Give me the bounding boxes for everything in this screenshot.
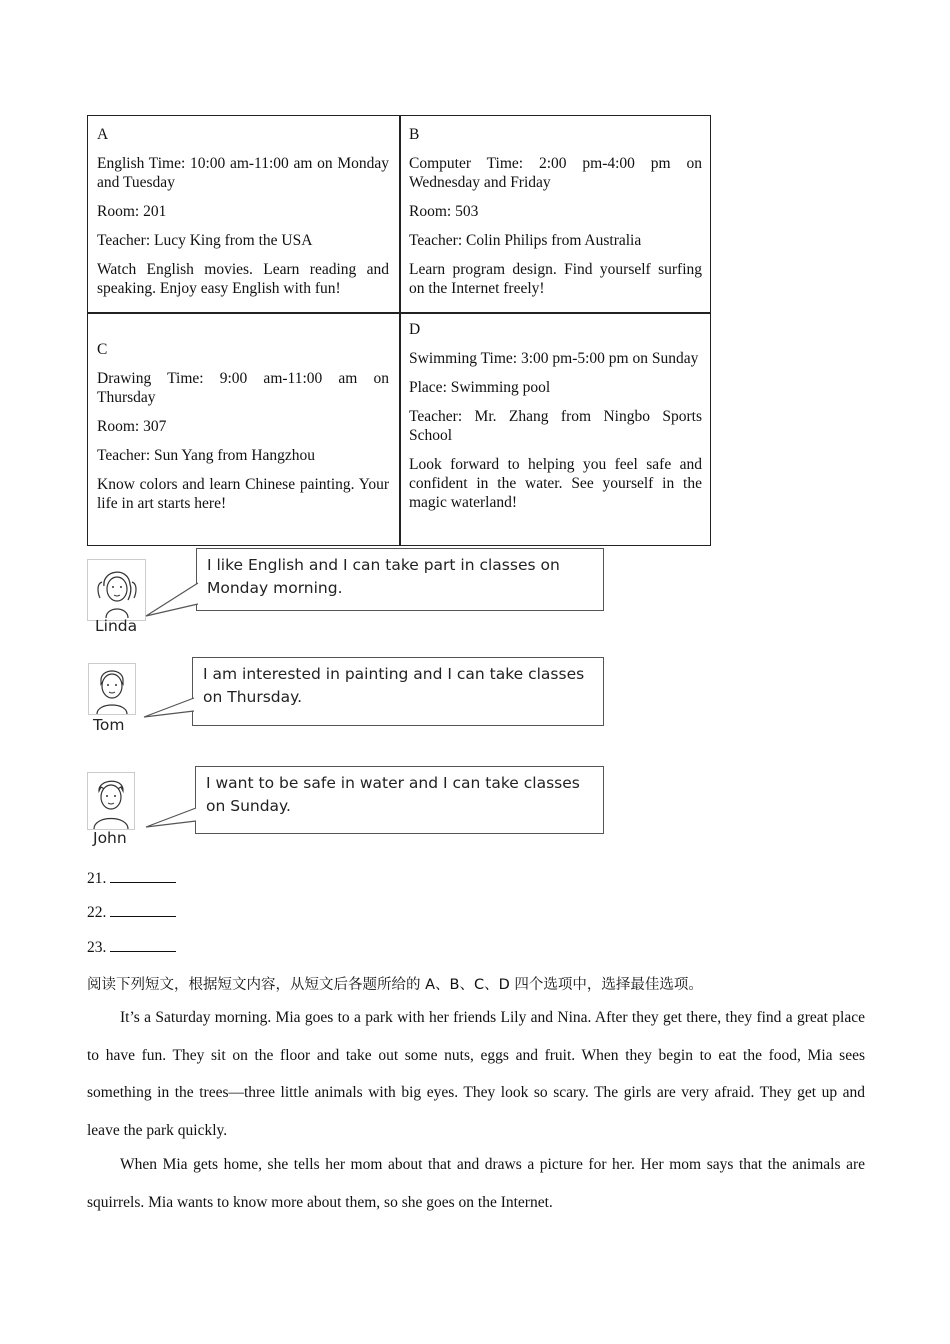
question-21 bbox=[87, 870, 176, 888]
course-place: Place: Swimming pool bbox=[409, 379, 551, 396]
course-cell-a bbox=[97, 125, 389, 308]
speaker-name-tom: Tom bbox=[93, 716, 125, 734]
course-cell-d bbox=[409, 320, 702, 522]
course-cell-c bbox=[97, 340, 389, 523]
course-place: Room: 503 bbox=[409, 203, 479, 220]
speech-bubble-tail bbox=[144, 805, 198, 831]
linda-avatar-icon bbox=[87, 559, 146, 621]
speech-bubble-tail bbox=[142, 695, 196, 721]
answer-blank[interactable] bbox=[110, 939, 176, 952]
speech-bubble-tom: I am interested in painting and I can take classes on Thursday. bbox=[192, 657, 604, 726]
course-teacher: Teacher: Colin Philips from Australia bbox=[409, 232, 642, 249]
tom-avatar-icon bbox=[88, 663, 136, 715]
course-place: Room: 201 bbox=[97, 203, 167, 220]
passage-paragraph-2: When Mia gets home, she tells her mom about that and draws a picture for her. Her mom says that the animals are squirrels. Mia wants to know more about them, so she goes on the Internet. bbox=[87, 1156, 865, 1211]
course-table bbox=[87, 115, 711, 546]
question-number: 22. bbox=[87, 904, 107, 921]
course-time: Swimming Time: 3:00 pm-5:00 pm on Sunday bbox=[409, 350, 699, 367]
course-letter: B bbox=[409, 126, 420, 143]
course-letter: C bbox=[97, 341, 108, 358]
course-place: Room: 307 bbox=[97, 418, 167, 435]
speech-bubble-tail bbox=[144, 580, 200, 620]
answer-blank[interactable] bbox=[110, 870, 176, 883]
question-number: 21. bbox=[87, 870, 107, 887]
table-divider-horizontal bbox=[88, 312, 710, 314]
speaker-name-linda: Linda bbox=[95, 617, 138, 635]
question-23 bbox=[87, 939, 176, 957]
passage-paragraph-1: It’s a Saturday morning. Mia goes to a park with her friends Lily and Nina. After they get there, they find a great place to have fun. They sit on the floor and take out some nuts, eggs and fruit. When they begin to eat the food, Mia sees something in the trees—three little animals with big eyes. They look so scary. The girls are very afraid. They get up and leave the park quickly. bbox=[87, 1009, 865, 1139]
john-avatar-icon bbox=[87, 772, 135, 830]
course-time: English Time: 10:00 am-11:00 am on Monday and Tuesday bbox=[97, 155, 389, 191]
course-letter: A bbox=[97, 126, 109, 143]
course-cell-b bbox=[409, 125, 702, 308]
course-letter: D bbox=[409, 321, 421, 338]
reading-instruction: 阅读下列短文，根据短文内容，从短文后各题所给的 A、B、C、D 四个选项中，选择最佳选项。 bbox=[87, 977, 703, 993]
question-number: 23. bbox=[87, 939, 107, 956]
course-time: Drawing Time: 9:00 am-11:00 am on Thursday bbox=[97, 370, 389, 406]
course-teacher: Teacher: Lucy King from the USA bbox=[97, 232, 313, 249]
course-time: Computer Time: 2:00 pm-4:00 pm on Wednesday and Friday bbox=[409, 155, 702, 191]
course-description: Know colors and learn Chinese painting. Your life in art starts here! bbox=[97, 476, 389, 512]
course-teacher: Teacher: Mr. Zhang from Ningbo Sports School bbox=[409, 408, 702, 444]
speech-bubble-linda: I like English and I can take part in classes on Monday morning. bbox=[196, 548, 604, 611]
course-teacher: Teacher: Sun Yang from Hangzhou bbox=[97, 447, 316, 464]
speaker-name-john: John bbox=[93, 829, 127, 847]
answer-blank[interactable] bbox=[110, 904, 176, 917]
course-description: Look forward to helping you feel safe and confident in the water. See yourself in the magic waterland! bbox=[409, 456, 702, 511]
course-description: Watch English movies. Learn reading and speaking. Enjoy easy English with fun! bbox=[97, 261, 389, 297]
table-divider-vertical bbox=[399, 116, 401, 545]
question-22 bbox=[87, 904, 176, 922]
speech-bubble-john: I want to be safe in water and I can take classes on Sunday. bbox=[195, 766, 604, 834]
course-description: Learn program design. Find yourself surfing on the Internet freely! bbox=[409, 261, 702, 297]
